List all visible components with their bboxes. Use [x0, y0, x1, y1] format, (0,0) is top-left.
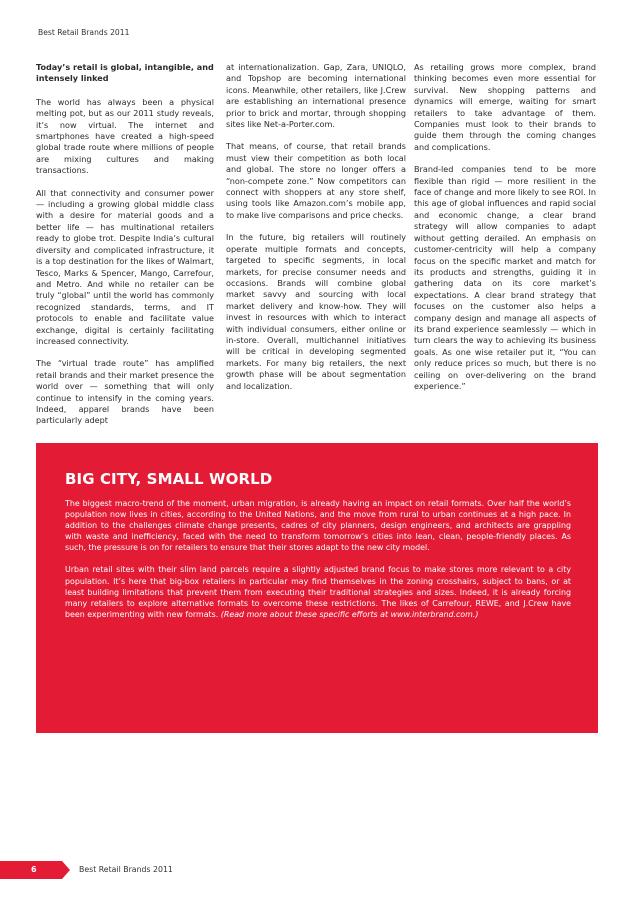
article-paragraph: Brand-led companies tend to be more flexible than rigid — more resilient in the face of change and more likely to see ROI. In this age of global influences and rapid social and economic change, a clear brand strategy will allow companies to adapt without getting derailed. An emphasis on customer-centricity will help a company focus on the specific market and match for its products and strengths, guiding it in gathering data on its core market’s expectations. A clear brand strategy that focuses on the customer also helps a company design and manage all aspects of its brand experience seamlessly — which in turn clears the way to achieving its business goals. As one wise retailer put it, “You can only reduce prices so much, but there is no ceiling on over-delivering on the brand experience.” [414, 164, 596, 391]
article-paragraph: As retailing grows more complex, brand thinking becomes even more essential for survival. New shopping patterns and dynamics will emerge, waiting for smart retailers to take advantage of them. Companies must look to their brands to guide them through the coming changes and complications. [414, 62, 596, 152]
footer-title: Best Retail Brands 2011 [79, 865, 173, 874]
article-column-3 [414, 62, 596, 403]
article-paragraph: All that connectivity and consumer power — including a growing global middle class with a desire for material goods and a better life — has multinational retailers ready to globe trot. Despite India’s cultural diversity and complicated infrastructure, it is a top destination for the likes of Walmart, Tesco, Marks & Spencer, Mango, Carrefour, and Metro. And while no retailer can be truly “global” until the world has commonly recognized standards, terms, and IT protocols to enable and facilitate value exchange, digital is certainly facilitating increased connectivity. [36, 187, 214, 346]
callout-paragraph: The biggest macro-trend of the moment, urban migration, is already having an impact on retail formats. Over half the world’s population now lives in cities, according to the United Nations, and the move from rural to urban continues at a high pace. In addition to the challenges climate change presents, cadres of city planners, design engineers, and architects are grappling with waste and inefficiency, faced with the need to transform tomorrow’s cities into lean, clean, people-friendly places. As such, the pressure is on for retailers to ensure that their stores adapt to the new city model. [65, 499, 571, 553]
article-paragraph: In the future, big retailers will routinely operate multiple formats and concepts, targeted to specific segments, in local markets, for precise consumer needs and occasions. Brands will combine global market savvy and sourcing with local market delivery and know-how. They will invest in resources with which to interact with individual consumers, either online or in-store. Overall, multichannel initiatives will be critical in developing segmented markets. For many big retailers, the next growth phase will be about segmentation and localization. [226, 232, 406, 391]
callout-box [36, 443, 598, 733]
article-paragraph: The “virtual trade route” has amplified retail brands and their market presence the world over — something that will only continue to intensify in the coming years. Indeed, apparel brands have been particularly adept [36, 358, 214, 426]
callout-title: BIG CITY, SMALL WORLD [65, 470, 273, 488]
callout-link-note: (Read more about these specific efforts at www.interbrand.com.) [220, 609, 479, 619]
page-footer [0, 861, 638, 879]
article-column-1 [36, 62, 214, 438]
article-paragraph: The world has always been a physical melting pot, but as our 2011 study reveals, it’s now virtual. The internet and smartphones have created a high-speed global trade route where millions of people are mixing cultures and making transactions. [36, 96, 214, 176]
callout-paragraph [65, 564, 571, 619]
article-paragraph: at internationalization. Gap, Zara, UNIQLO, and Topshop are becoming international icons. Meanwhile, other retailers, like J.Crew are establishing an international presence prior to brick and mortar, through shopping sites like Net-a-Porter.com. [226, 62, 406, 130]
page-number: 6 [31, 865, 37, 874]
article-paragraph: That means, of course, that retail brands must view their competition as both local and global. The store no longer offers a “non-compete zone.” Now competitors can connect with shoppers at any store shelf, using tools like Amazon.com’s mobile app, to make live comparisons and price checks. [226, 141, 406, 220]
running-header: Best Retail Brands 2011 [38, 28, 130, 37]
article-intro: Today’s retail is global, intangible, and intensely linked [36, 62, 214, 84]
article-column-2 [226, 62, 406, 403]
callout-paragraph-text: Urban retail sites with their slim land parcels require a slightly adjusted brand focus to make stores more relevant to a city population. It’s here that big-box retailers in particular may find themselves in the zoning crosshairs, subject to bans, or at least building limitations that prevent them from executing their traditional strategies and sizes. Indeed, it is already forcing many retailers to explore alternative formats to overcome these restrictions. The likes of Carrefour, REWE, and J.Crew have been experimenting with new formats. [65, 565, 571, 619]
callout-body [65, 498, 571, 631]
